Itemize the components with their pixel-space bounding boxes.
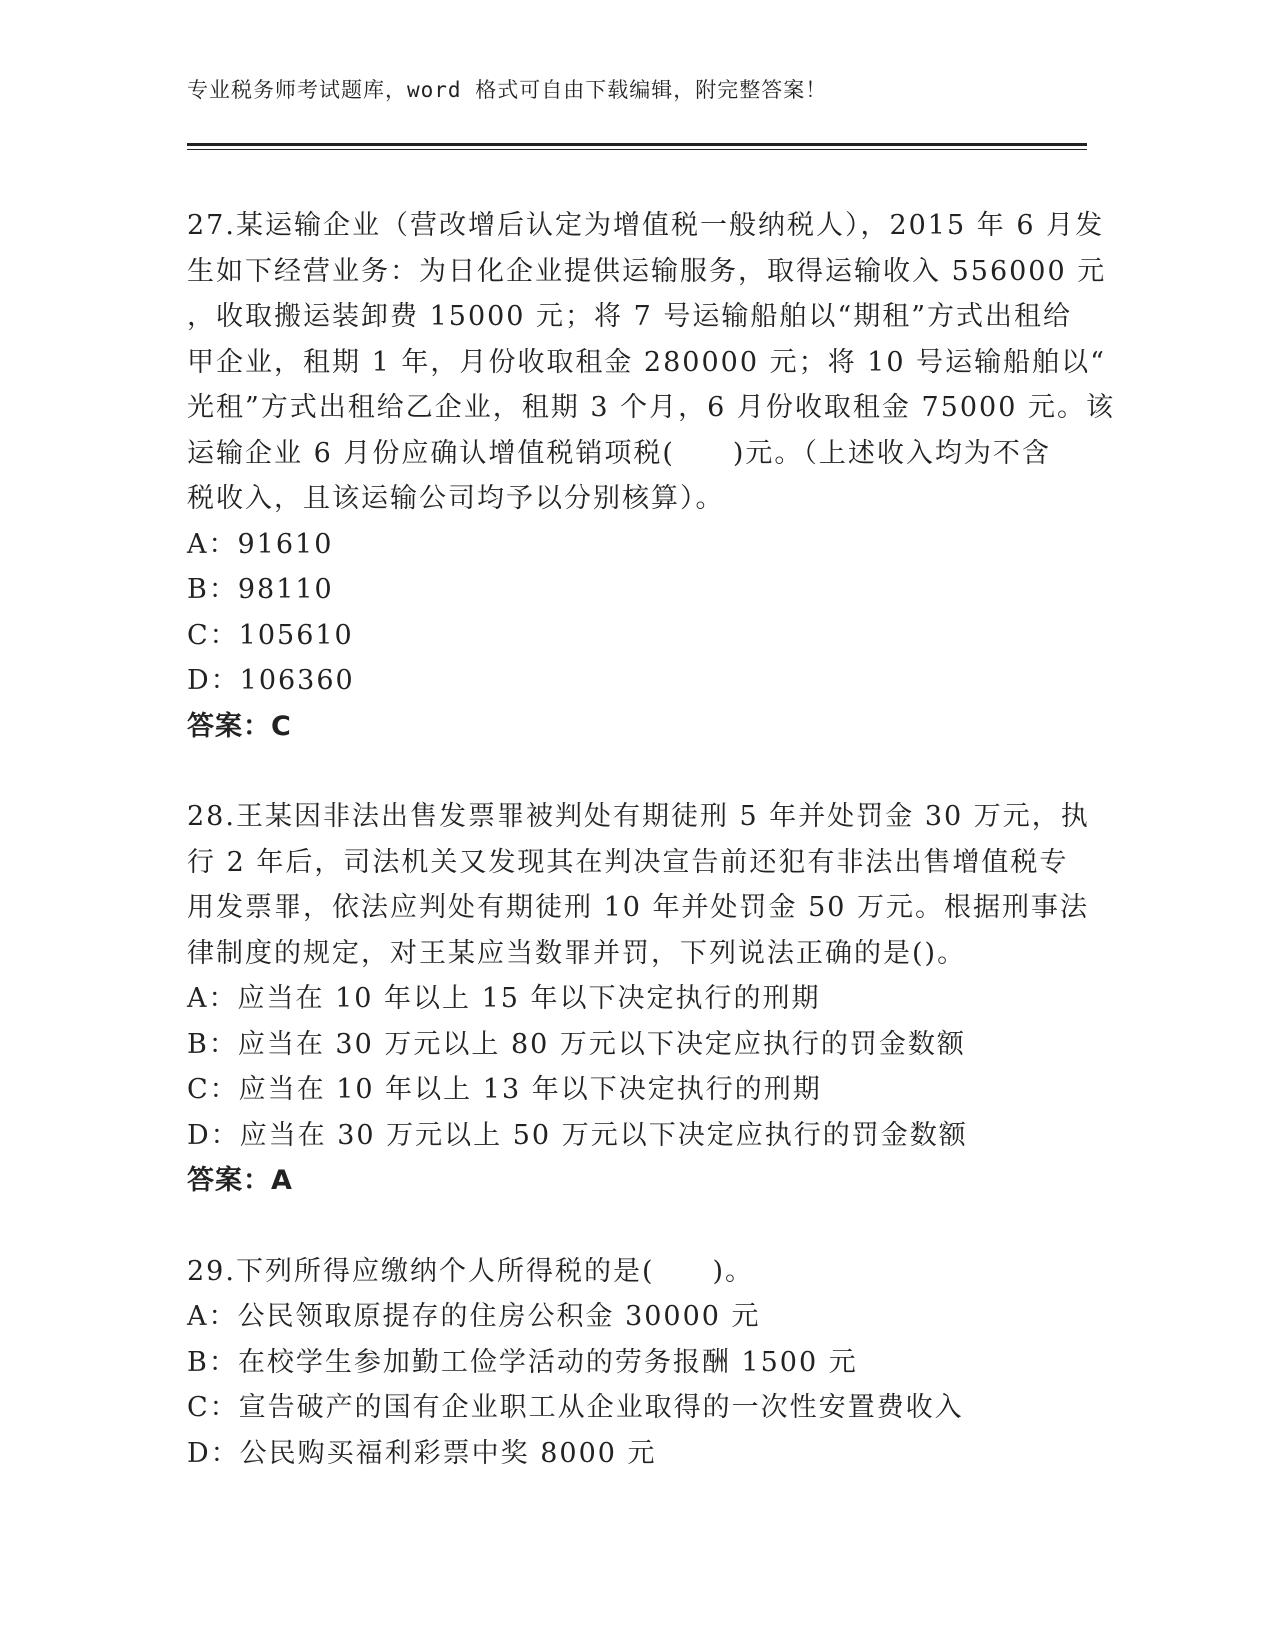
option-d: D：应当在 30 万元以上 50 万元以下决定应执行的罚金数额	[187, 1119, 968, 1151]
question-27	[187, 203, 1115, 749]
option-b: B：应当在 30 万元以上 80 万元以下决定应执行的罚金数额	[187, 1028, 966, 1060]
question-text-line: 税收入，且该运输公司均予以分别核算）。	[187, 483, 725, 514]
question-text-line: 运输企业 6 月份应确认增值税销项税( )元。（上述收入均为不含	[187, 437, 1051, 469]
option-d: D：106360	[187, 665, 355, 696]
header-divider-thin	[187, 149, 1087, 150]
question-text-line: 用发票罪，依法应判处有期徒刑 10 年并处罚金 50 万元。根据刑事法	[187, 892, 1090, 923]
question-text-line: 甲企业，租期 1 年，月份收取租金 280000 元；将 10 号运输船舶以“	[187, 346, 1106, 378]
option-a: A：91610	[187, 528, 334, 560]
option-d: D：公民购买福利彩票中奖 8000 元	[187, 1437, 657, 1469]
question-text-line: 28.王某因非法出售发票罪被判处有期徒刑 5 年并处罚金 30 万元，执	[187, 801, 1090, 832]
answer: 答案：C	[187, 710, 292, 742]
option-b: B：在校学生参加勤工俭学活动的劳务报酬 1500 元	[187, 1346, 858, 1378]
question-text-line: 29.下列所得应缴纳个人所得税的是( )。	[187, 1255, 755, 1287]
question-text-line: 27.某运输企业（营改增后认定为增值税一般纳税人），2015 年 6 月发	[187, 210, 1105, 241]
questions-container	[187, 203, 1115, 1476]
option-b: B：98110	[187, 574, 334, 605]
question-28	[187, 794, 1090, 1204]
option-c: C：应当在 10 年以上 13 年以下决定执行的刑期	[187, 1074, 822, 1105]
question-text-line: 律制度的规定，对王某应当数罪并罚，下列说法正确的是()。	[187, 937, 967, 969]
option-c: C：宣告破产的国有企业职工从企业取得的一次性安置费收入	[187, 1392, 964, 1423]
option-a: A：应当在 10 年以上 15 年以下决定执行的刑期	[187, 983, 821, 1014]
answer: 答案：A	[187, 1165, 293, 1196]
question-29	[187, 1249, 1087, 1477]
question-text-line: 行 2 年后，司法机关又发现其在判决宣告前还犯有非法出售增值税专	[187, 846, 1069, 878]
question-text-line: ，收取搬运装卸费 15000 元；将 7 号运输船舶以“期租”方式出租给	[187, 301, 1073, 332]
question-text-line: 生如下经营业务：为日化企业提供运输服务，取得运输收入 556000 元	[187, 255, 1107, 287]
page-header: 专业税务师考试题库，word 格式可自由下载编辑，附完整答案！	[187, 78, 828, 102]
question-text-line: 光租”方式出租给乙企业，租期 3 个月，6 月份收取租金 75000 元。该	[187, 392, 1115, 423]
header-divider-thick	[187, 143, 1087, 146]
option-a: A：公民领取原提存的住房公积金 30000 元	[187, 1301, 761, 1332]
option-c: C：105610	[187, 619, 354, 651]
